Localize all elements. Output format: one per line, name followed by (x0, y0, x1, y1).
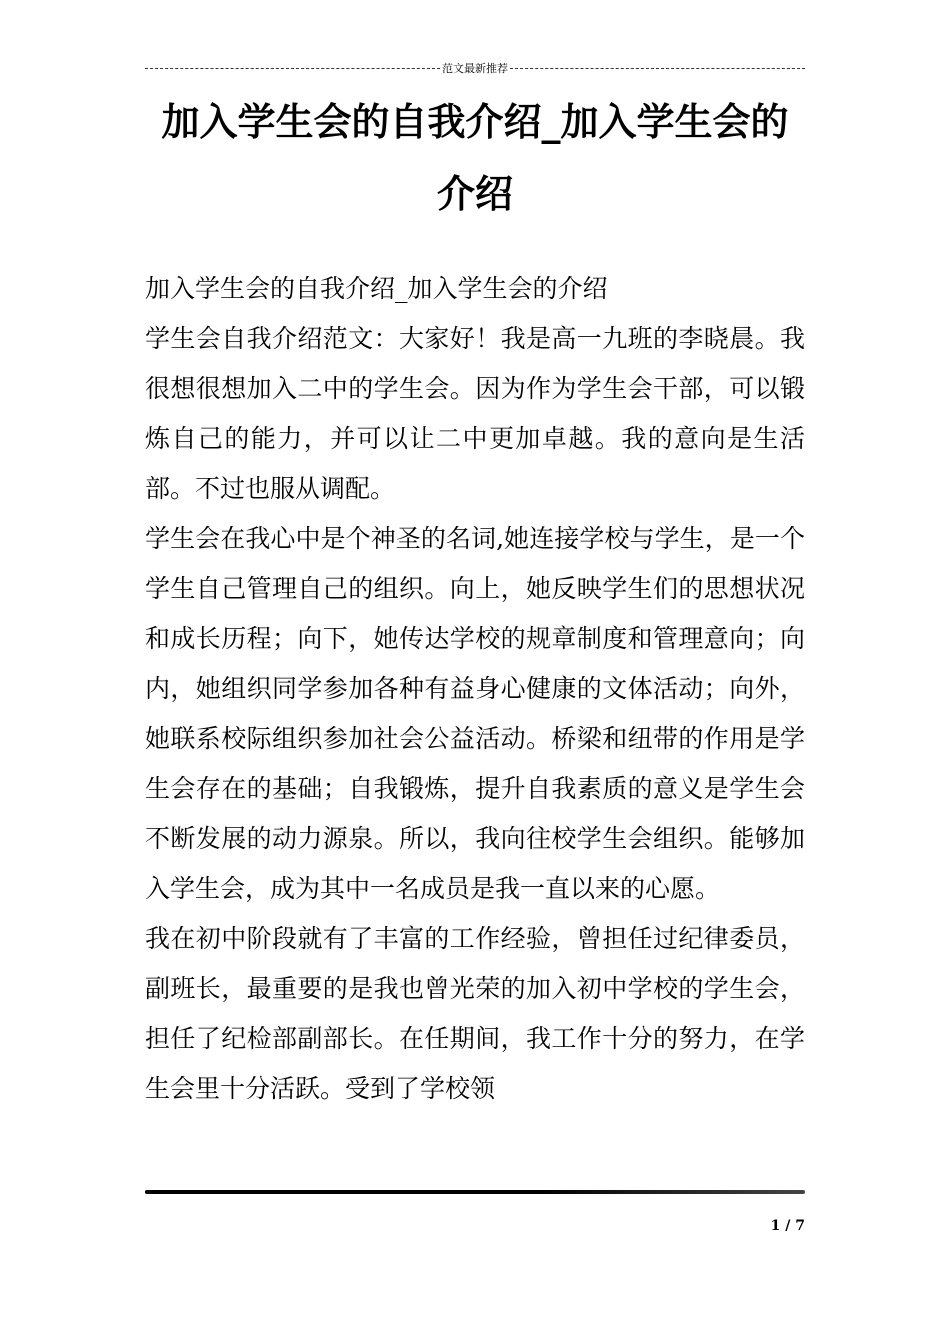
footer-rule (145, 1190, 805, 1194)
header-dash-left (145, 68, 440, 69)
paragraph: 我在初中阶段就有了丰富的工作经验，曾担任过纪律委员，副班长，最重要的是我也曾光荣的加入初中学校的学生会，担任了纪检部副部长。在任期间，我工作十分的努力，在学生会里十分活跃。受到了学校领 (145, 924, 805, 1103)
header-dash-right (510, 68, 805, 69)
paragraph: 加入学生会的自我介绍_加入学生会的介绍 (145, 274, 608, 303)
paragraph: 学生会自我介绍范文：大家好！我是高一九班的李晓晨。我很想很想加入二中的学生会。因为作为学生会干部，可以锻炼自己的能力，并可以让二中更加卓越。我的意向是生活部。不过也服从调配。 (145, 324, 805, 503)
paragraph: 学生会在我心中是个神圣的名词,她连接学校与学生，是一个学生自己管理自己的组织。向上，她反映学生们的思想状况和成长历程；向下，她传达学校的规章制度和管理意向；向内，她组织同学参加各种有益身心健康的文体活动；向外，她联系校际组织参加社会公益活动。桥梁和纽带的作用是学生会存在的基础；自我锻炼，提升自我素质的意义是学生会不断发展的动力源泉。所以，我向往校学生会组织。能够加入学生会，成为其中一名成员是我一直以来的心愿。 (145, 524, 805, 903)
document-body (145, 264, 805, 1114)
page-number: 1 / 7 (770, 1218, 805, 1234)
header-label: 范文最新推荐 (442, 62, 508, 75)
document-title: 加入学生会的自我介绍_加入学生会的介绍 (161, 99, 789, 216)
page-header (145, 60, 805, 76)
